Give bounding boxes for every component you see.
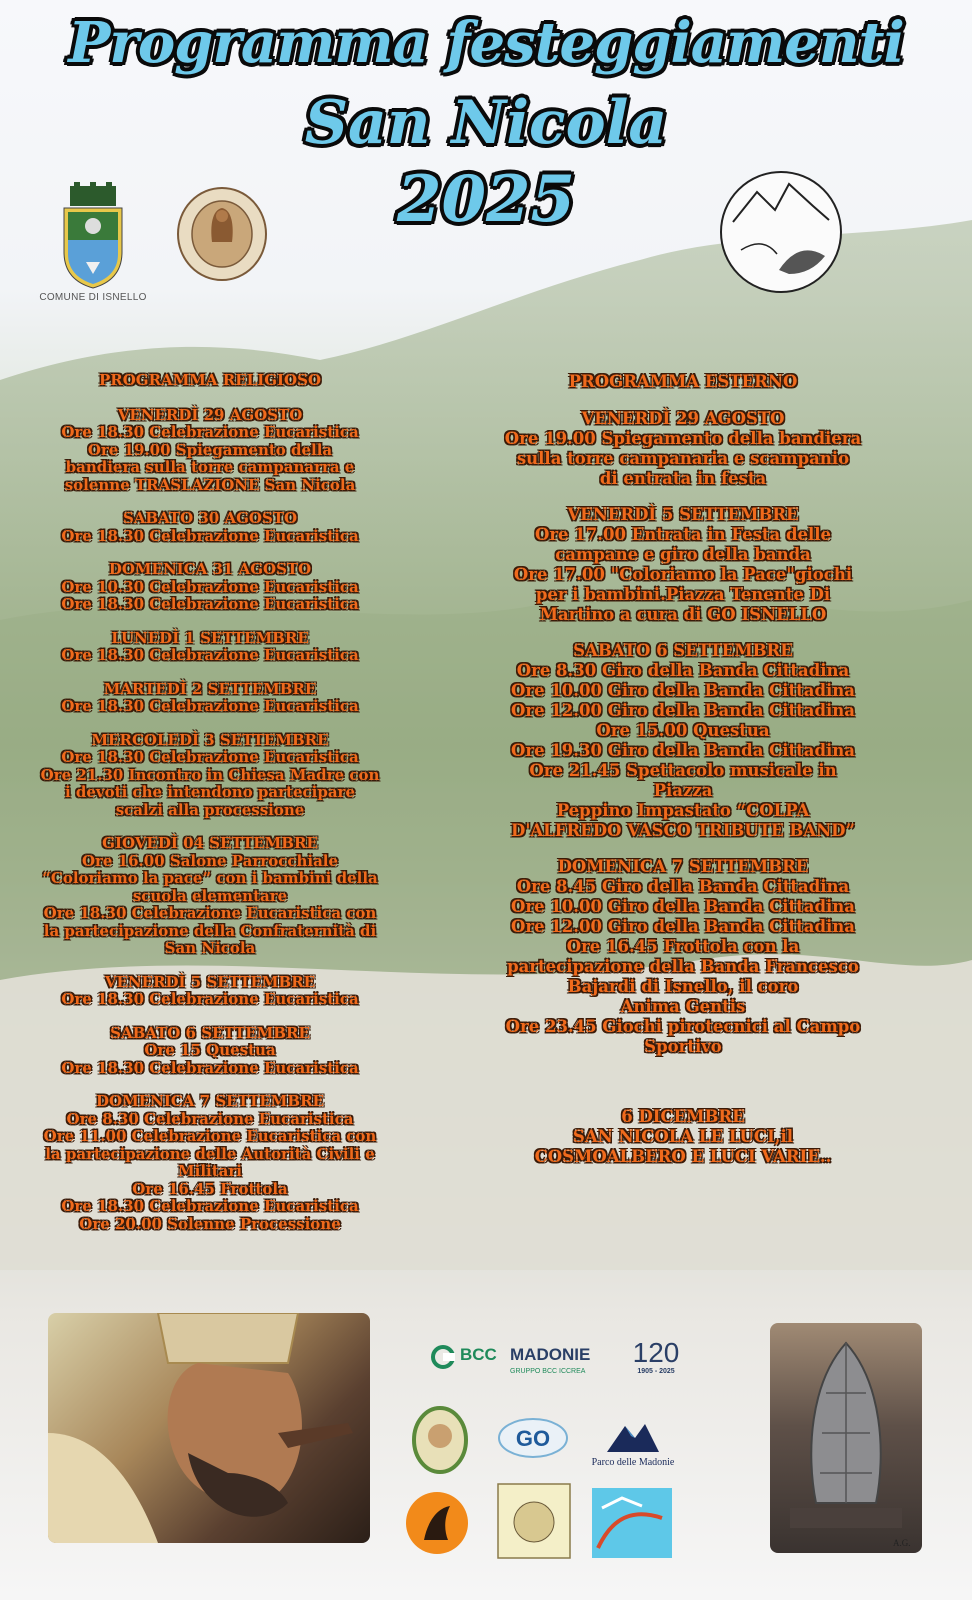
event-line: Ore 18.30 Celebrazione Eucaristica bbox=[61, 748, 359, 766]
religioso-day bbox=[30, 974, 390, 1009]
event-line: Ore 21.30 Incontro in Chiesa Madre con bbox=[40, 765, 380, 784]
day-title: SABATO 30 AGOSTO bbox=[122, 509, 298, 527]
bcc-madonie: MADONIE bbox=[510, 1345, 591, 1364]
extra-line: 6 DICEMBRE bbox=[621, 1107, 745, 1126]
go-label: GO bbox=[515, 1426, 551, 1451]
event-line: Ore 18.30 Celebrazione Eucaristica bbox=[61, 423, 359, 441]
esterno-header: PROGRAMMA ESTERNO bbox=[568, 372, 798, 391]
day-title: MERCOLEDÌ 3 SETTEMBRE bbox=[91, 730, 329, 749]
event-line: “Coloriamo la pace” con i bambini della bbox=[42, 869, 378, 887]
event-line: Ore 10.00 Giro della Banda Cittadina bbox=[511, 897, 855, 916]
esterno-day bbox=[488, 641, 878, 841]
event-line: Ore 17.00 "Coloriamo la Pace"giochi bbox=[513, 565, 853, 584]
event-line: Ore 15 Questua bbox=[144, 1041, 276, 1059]
event-line: scalzi alla processione bbox=[115, 800, 305, 819]
event-line: Ore 21.45 Spettacolo musicale in bbox=[529, 761, 837, 780]
day-title: MARTEDÌ 2 SETTEMBRE bbox=[103, 679, 317, 698]
event-line: Ore 12.00 Giro della Banda Cittadina bbox=[511, 701, 855, 720]
anniversary-number: 120 bbox=[632, 1337, 680, 1368]
event-line: Ore 20.00 Solenne Processione bbox=[79, 1214, 341, 1233]
event-line: partecipazione della Banda Francesco bbox=[507, 957, 859, 976]
event-line: Ore 18.30 Celebrazione Eucaristica bbox=[61, 646, 359, 664]
title-line-2: San Nicola bbox=[304, 88, 668, 158]
bcc-name: BCC bbox=[460, 1345, 497, 1364]
extra-line: SAN NICOLA LE LUCI,il bbox=[572, 1127, 794, 1146]
day-title: GIOVEDÌ 04 SETTEMBRE bbox=[102, 834, 318, 852]
event-line: Ore 18.30 Celebrazione Eucaristica bbox=[61, 1197, 359, 1215]
mountain-drawing-icon bbox=[719, 170, 843, 294]
coat-of-arms-icon bbox=[60, 182, 126, 292]
event-line: di entrata in festa bbox=[599, 469, 767, 488]
go-logo-icon bbox=[496, 1416, 570, 1460]
event-line: bandiera sulla torre campanarra e bbox=[65, 458, 355, 476]
day-title: LUNEDÌ 1 SETTEMBRE bbox=[111, 628, 309, 647]
programma-esterno bbox=[488, 372, 878, 1183]
event-line: Martino a cura di GO ISNELLO bbox=[539, 605, 827, 624]
event-line: Ore 18.30 Celebrazione Eucaristica bbox=[61, 526, 359, 545]
religioso-day bbox=[30, 407, 390, 495]
parco-madonie-logo bbox=[588, 1418, 678, 1478]
event-line: Ore 16.45 Frottola bbox=[132, 1179, 288, 1198]
event-line: Ore 15.00 Questua bbox=[596, 721, 770, 740]
anniversary-years: 1905 - 2025 bbox=[637, 1368, 675, 1375]
event-line: Ore 18.30 Celebrazione Eucaristica bbox=[61, 697, 359, 715]
event-line: solenne TRASLAZIONE San Nicola bbox=[64, 475, 356, 494]
religioso-day bbox=[30, 835, 390, 958]
event-line: Militari bbox=[178, 1162, 242, 1180]
day-title: DOMENICA 7 SETTEMBRE bbox=[557, 857, 809, 876]
anniversary-badge bbox=[626, 1338, 686, 1383]
religioso-day bbox=[30, 1025, 390, 1078]
event-line: Ore 8.30 Giro della Banda Cittadina bbox=[516, 661, 850, 680]
event-line: Bajardi di Isnello, il coro bbox=[567, 977, 799, 996]
event-line: Ore 23.45 Giochi pirotecnici al Campo bbox=[505, 1017, 861, 1036]
extra-line: COSMOALBERO E LUCI VARIE.. bbox=[534, 1147, 832, 1166]
signature: A.G. bbox=[893, 1538, 911, 1548]
event-line: Ore 8.45 Giro della Banda Cittadina bbox=[516, 877, 850, 896]
santa-logo-icon bbox=[410, 1404, 470, 1476]
day-title: VENERDÌ 5 SETTEMBRE bbox=[104, 972, 316, 991]
day-title: DOMENICA 7 SETTEMBRE bbox=[96, 1092, 324, 1110]
event-line: Ore 18.30 Celebrazione Eucaristica bbox=[61, 1058, 359, 1077]
event-line: Ore 18.30 Celebrazione Eucaristica con bbox=[43, 904, 377, 922]
event-line: per i bambini.Piazza Tenente Di bbox=[535, 585, 831, 604]
day-title: VENERDÌ 29 AGOSTO bbox=[117, 405, 303, 424]
event-line: D'ALFREDO VASCO TRIBUTE BAND” bbox=[511, 821, 855, 840]
event-line: Ore 10.30 Celebrazione Eucaristica bbox=[61, 577, 359, 596]
san-nicola-statue-image bbox=[48, 1313, 370, 1543]
event-line: i devoti che intendono partecipare bbox=[64, 783, 355, 801]
event-line: Ore 17.00 Entrata in Festa delle bbox=[534, 525, 832, 544]
event-line: Piazza bbox=[653, 781, 713, 800]
day-title: SABATO 6 SETTEMBRE bbox=[573, 641, 793, 660]
event-line: Sportivo bbox=[644, 1037, 722, 1056]
event-line: Peppino Impastato “COLPA bbox=[556, 801, 810, 820]
event-line: sulla torre campanaria e scampanio bbox=[516, 449, 850, 468]
orange-circle-logo-icon bbox=[404, 1490, 470, 1556]
religioso-day bbox=[30, 681, 390, 716]
religioso-day bbox=[30, 561, 390, 614]
religioso-header: PROGRAMMA RELIGIOSO bbox=[98, 371, 322, 389]
event-line: Ore 10.00 Giro della Banda Cittadina bbox=[511, 681, 855, 700]
religioso-day bbox=[30, 732, 390, 820]
religioso-day bbox=[30, 1093, 390, 1233]
esterno-day bbox=[488, 409, 878, 489]
religioso-day bbox=[30, 510, 390, 545]
statue-illustration bbox=[48, 1313, 370, 1543]
day-title: DOMENICA 31 AGOSTO bbox=[108, 560, 312, 578]
parco-logo-icon bbox=[603, 1418, 663, 1454]
event-line: Ore 8.30 Celebrazione Eucaristica bbox=[66, 1109, 354, 1128]
event-line: Ore 16.00 Salone Parrocchiale bbox=[81, 851, 339, 870]
event-line: Ore 19.30 Giro della Banda Cittadina bbox=[511, 741, 855, 760]
day-title: SABATO 6 SETTEMBRE bbox=[110, 1023, 310, 1042]
event-line: Ore 12.00 Giro della Banda Cittadina bbox=[511, 917, 855, 936]
esterno-day bbox=[488, 857, 878, 1057]
title-line-1: Programma festeggiamenti bbox=[68, 10, 904, 76]
event-line: Ore 18.30 Celebrazione Eucaristica bbox=[61, 990, 359, 1008]
event-line: Ore 18.30 Celebrazione Eucaristica bbox=[61, 595, 359, 613]
title-year: 2025 bbox=[396, 162, 576, 237]
event-line: scuola elementare bbox=[132, 886, 288, 905]
banda-logo-icon bbox=[496, 1482, 572, 1560]
seal-icon bbox=[176, 186, 268, 282]
event-line: Ore 19.00 Spiegamento della bandiera bbox=[504, 429, 862, 448]
event-line: campane e giro della banda bbox=[555, 545, 811, 564]
day-title: VENERDÌ 5 SETTEMBRE bbox=[567, 505, 799, 524]
event-line: la partecipazione delle Autorità Civili e bbox=[45, 1144, 375, 1163]
event-line: la partecipazione della Confraternità di bbox=[43, 921, 377, 940]
event-line: San Nicola bbox=[164, 939, 256, 957]
bcc-logo-icon bbox=[430, 1344, 456, 1370]
religioso-day bbox=[30, 630, 390, 665]
isnello-prologo-icon bbox=[592, 1488, 672, 1558]
esterno-day bbox=[488, 505, 878, 625]
event-line: Ore 19.00 Spiegamento della bbox=[87, 440, 333, 459]
day-title: VENERDÌ 29 AGOSTO bbox=[581, 409, 785, 428]
programma-religioso bbox=[30, 372, 390, 1249]
event-line: Ore 16.45 Frottola con la bbox=[566, 937, 800, 956]
esterno-extra bbox=[488, 1107, 878, 1167]
mitre-image bbox=[770, 1323, 922, 1553]
bcc-madonie-logo bbox=[428, 1340, 608, 1390]
mitre-illustration bbox=[770, 1323, 922, 1553]
comune-label: COMUNE DI ISNELLO bbox=[39, 292, 147, 303]
bcc-group: GRUPPO BCC ICCREA bbox=[510, 1368, 586, 1375]
parco-label: Parco delle Madonie bbox=[591, 1457, 675, 1468]
event-line: Ore 11.00 Celebrazione Eucaristica con bbox=[43, 1127, 377, 1145]
event-line: Anima Gentis bbox=[620, 997, 746, 1016]
